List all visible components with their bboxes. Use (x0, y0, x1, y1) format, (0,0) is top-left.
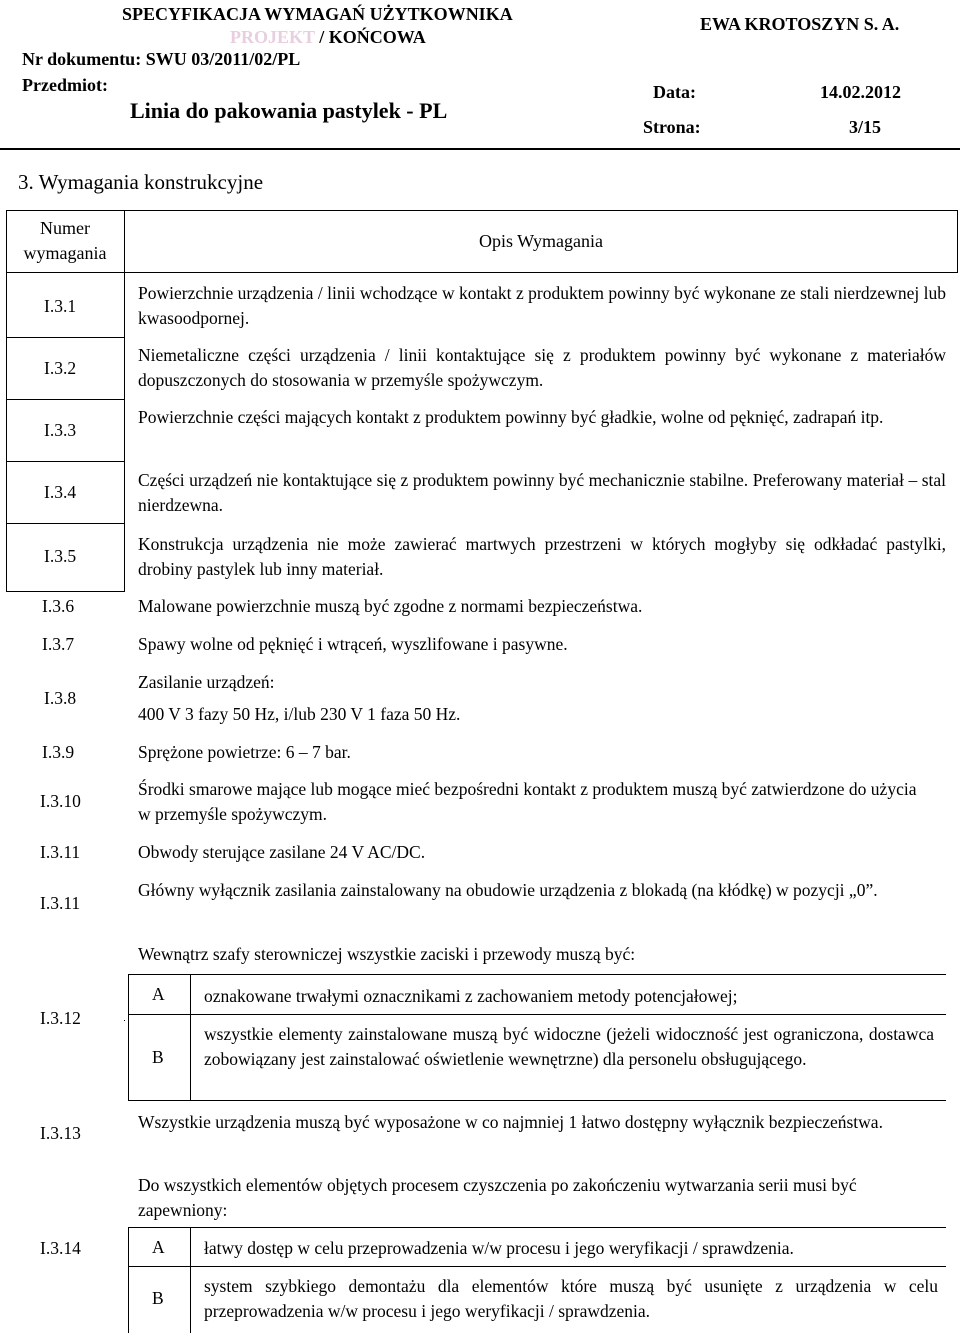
sub-item-text: łatwy dostęp w celu przeprowadzenia w/w procesu i jego weryfikacji / sprawdzenia. (204, 1238, 794, 1258)
sub-table-border (128, 1227, 946, 1228)
table-border-right (957, 210, 958, 272)
requirement-number: I.3.5 (44, 546, 77, 566)
requirement-number: I.3.2 (44, 358, 77, 378)
requirement-text-detail: 400 V 3 fazy 50 Hz, i/lub 230 V 1 faza 50 Hz. (138, 704, 461, 724)
requirement-number: I.3.12 (40, 1008, 81, 1028)
requirement-number: I.3.13 (40, 1123, 81, 1143)
column-header-number: Numer wymagania (23, 218, 107, 263)
requirement-text: Spawy wolne od pęknięć i wtrąceń, wyszlifowane i pasywne. (138, 634, 568, 654)
spec-title: SPECYFIKACJA WYMAGAŃ UŻYTKOWNIKA (122, 4, 513, 24)
requirement-text: Części urządzeń nie kontaktujące się z produktem powinny być mechanicznie stabilne. Preferowany materiał – stal nierdzewna. (138, 470, 946, 515)
requirement-number: I.3.3 (44, 420, 77, 440)
sub-item-letter: B (152, 1288, 164, 1308)
sub-table-border (128, 1266, 946, 1267)
project-status-draft: PROJEKT (230, 27, 315, 47)
subject-label: Przedmiot: (22, 75, 108, 95)
sub-item-text: oznakowane trwałymi oznacznikami z zachowaniem metody potencjałowej; (204, 986, 738, 1006)
requirement-text: Środki smarowe mające lub mogące mieć bezpośredni kontakt z produktem muszą być zatwierdzone do użycia w przemyśle spożywczym. (138, 779, 917, 824)
requirement-text: Zasilanie urządzeń: (138, 672, 275, 692)
sub-item-text: system szybkiego demontażu dla elementów które muszą być usunięte z urządzenia w celu przeprowadzenia w/w procesu i jego weryfikacji / sprawdzenia. (204, 1276, 938, 1321)
column-header-description: Opis Wymagania (478, 231, 604, 251)
date-label: Data: (653, 82, 696, 102)
sub-item-letter: B (152, 1047, 164, 1067)
sub-table-border (190, 1227, 191, 1333)
project-status-separator: / (314, 27, 329, 47)
requirement-number: I.3.10 (40, 791, 81, 811)
page-label: Strona: (643, 117, 701, 137)
requirement-text: Główny wyłącznik zasilania zainstalowany na obudowie urządzenia z blokadą (na kłódkę) w pozycji „0”. (138, 880, 878, 900)
sub-item-letter: A (152, 984, 165, 1004)
company-name: EWA KROTOSZYN S. A. (700, 14, 900, 34)
requirement-text: Niemetaliczne części urządzenia / linii kontaktujące się z produktem powinny być wykonane z materiałów dopuszczonych do stosowania w przemyśle spożywczym. (138, 345, 946, 390)
requirement-text: Wewnątrz szafy sterowniczej wszystkie zaciski i przewody muszą być: (138, 944, 636, 964)
sub-table-border (128, 974, 129, 1100)
requirement-text: Wszystkie urządzenia muszą być wyposażone w co najmniej 1 łatwo dostępny wyłącznik bezpieczeństwa. (138, 1112, 883, 1132)
row-divider (6, 523, 124, 524)
row-divider (6, 461, 124, 462)
requirement-text: Powierzchnie części mających kontakt z produktem powinny być gładkie, wolne od pęknięć, zadrapań itp. (138, 407, 884, 427)
table-column-divider (124, 210, 125, 592)
sub-table-border (128, 1227, 129, 1333)
row-divider (6, 399, 124, 400)
sub-table-border (128, 974, 946, 975)
sub-table-border (190, 974, 191, 1100)
requirement-text: Sprężone powietrze: 6 – 7 bar. (138, 742, 351, 762)
requirement-number: I.3.9 (42, 742, 75, 762)
requirement-number: I.3.8 (44, 688, 77, 708)
table-header-divider (6, 272, 958, 273)
requirement-number: I.3.6 (42, 596, 75, 616)
row-divider (6, 337, 124, 338)
requirement-number: I.3.11 (40, 893, 81, 913)
requirement-number: I.3.14 (40, 1238, 81, 1258)
date-value: 14.02.2012 (820, 82, 901, 102)
subject-value: Linia do pakowania pastylek - PL (130, 98, 448, 123)
requirement-number: I.3.11 (40, 842, 81, 862)
sub-table-border (128, 1100, 946, 1101)
requirement-text: Konstrukcja urządzenia nie może zawierać martwych przestrzeni w których mogłyby się odkładać pastylki, drobiny pastylek lub inny materiał. (138, 534, 946, 579)
requirement-text: Do wszystkich elementów objętych procesem czyszczenia po zakończeniu wytwarzania serii musi być zapewniony: (138, 1175, 857, 1220)
project-status-final: KOŃCOWA (328, 27, 426, 47)
requirement-number: I.3.1 (44, 296, 77, 316)
requirement-number: I.3.4 (44, 482, 77, 502)
requirement-text: Obwody sterujące zasilane 24 V AC/DC. (138, 842, 426, 862)
document-number: Nr dokumentu: SWU 03/2011/02/PL (22, 49, 301, 69)
table-border-top (6, 210, 958, 211)
page-value: 3/15 (849, 117, 882, 137)
sub-table-border (128, 1014, 946, 1015)
requirement-number: I.3.7 (42, 634, 75, 654)
requirement-text: Malowane powierzchnie muszą być zgodne z normami bezpieczeństwa. (138, 596, 643, 616)
table-border-left (6, 210, 7, 592)
sub-item-text: wszystkie elementy zainstalowane muszą być widoczne (jeżeli widoczność jest ograniczona, dostawca zobowiązany jest zainstalować oświetlenie wewnętrzne) dla personelu obsługującego. (204, 1024, 934, 1069)
table-border-bottom (6, 591, 124, 592)
sub-table-divider (124, 1020, 125, 1021)
sub-item-letter: A (152, 1237, 165, 1257)
requirement-text: Powierzchnie urządzenia / linii wchodzące w kontakt z produktem powinny być wykonane ze stali nierdzewnej lub kwasoodpornej. (138, 283, 946, 328)
section-title: 3. Wymagania konstrukcyjne (18, 170, 264, 194)
